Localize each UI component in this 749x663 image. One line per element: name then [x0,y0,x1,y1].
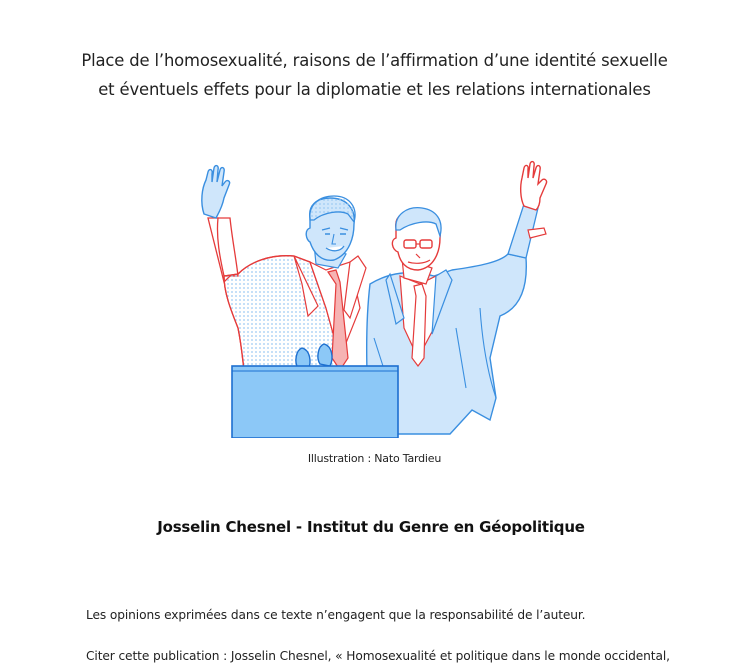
politicians-illustration [190,158,570,438]
subtitle-line-2: et éventuels effets pour la diplomatie et les relations internationales [98,80,651,99]
author-line: Josselin Chesnel - Institut du Genre en Géopolitique [157,518,585,536]
subtitle-line-1: Place de l’homosexualité, raisons de l’affirmation d’une identité sexuelle [81,51,668,70]
document-subtitle [40,46,709,104]
illustration-caption: Illustration : Nato Tardieu [307,452,442,465]
podium-icon [232,366,398,438]
disclaimer-text: Les opinions exprimées dans ce texte n’engagent que la responsabilité de l’auteur. [86,608,586,622]
citation-text: Citer cette publication : Josselin Chesnel, « Homosexualité et politique dans le monde occidental, [86,649,670,663]
